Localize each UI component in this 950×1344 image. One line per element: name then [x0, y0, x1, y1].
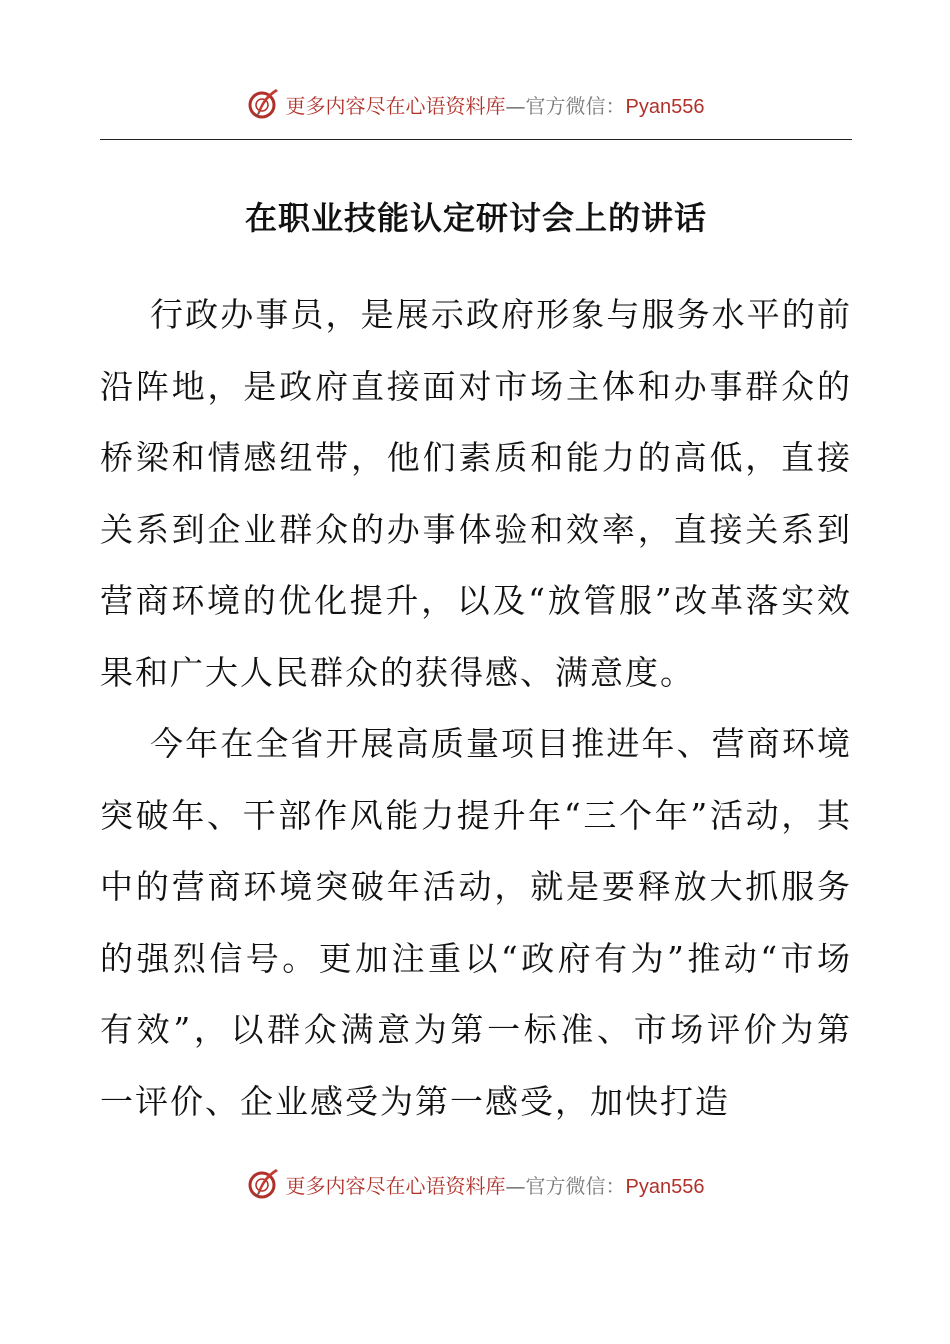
- watermark-dash: —: [505, 93, 526, 118]
- footer-watermark: [0, 1164, 950, 1204]
- watermark-wechat-id: Pyan556: [625, 95, 705, 118]
- watermark-wechat-id: Pyan556: [625, 1175, 705, 1198]
- watermark-wechat-label: 官方微信：: [525, 93, 626, 118]
- watermark-brand: 更多内容尽在心语资料库: [285, 1173, 506, 1198]
- paragraph-1: 行政办事员，是展示政府形象与服务水平的前沿阵地，是政府直接面对市场主体和办事群众的桥梁和情感纽带，他们素质和能力的高低，直接关系到企业群众的办事体验和效率，直接关系到营商环境的优化提升，以及“放管服”改革落实效果和广大人民群众的获得感、满意度。: [100, 295, 852, 692]
- header-divider: [100, 139, 852, 140]
- paragraph-2: 今年在全省开展高质量项目推进年、营商环境突破年、干部作风能力提升年“三个年”活动，其中的营商环境突破年活动，就是要释放大抓服务的强烈信号。更加注重以“政府有为”推动“市场有效”，以群众满意为第一标准、市场评价为第一评价、企业感受为第一感受，加快打造: [100, 724, 852, 1121]
- watermark-dash: —: [505, 1173, 526, 1198]
- document-body: [100, 279, 852, 1137]
- header-watermark: [0, 84, 950, 124]
- watermark-text: [286, 1170, 705, 1199]
- quill-pen-logo-icon: [246, 1166, 282, 1202]
- quill-pen-logo-icon: [246, 86, 282, 122]
- document-title: 在职业技能认定研讨会上的讲话: [244, 199, 707, 237]
- watermark-brand: 更多内容尽在心语资料库: [285, 93, 506, 118]
- watermark-wechat-label: 官方微信：: [525, 1173, 626, 1198]
- watermark-text: [286, 90, 705, 119]
